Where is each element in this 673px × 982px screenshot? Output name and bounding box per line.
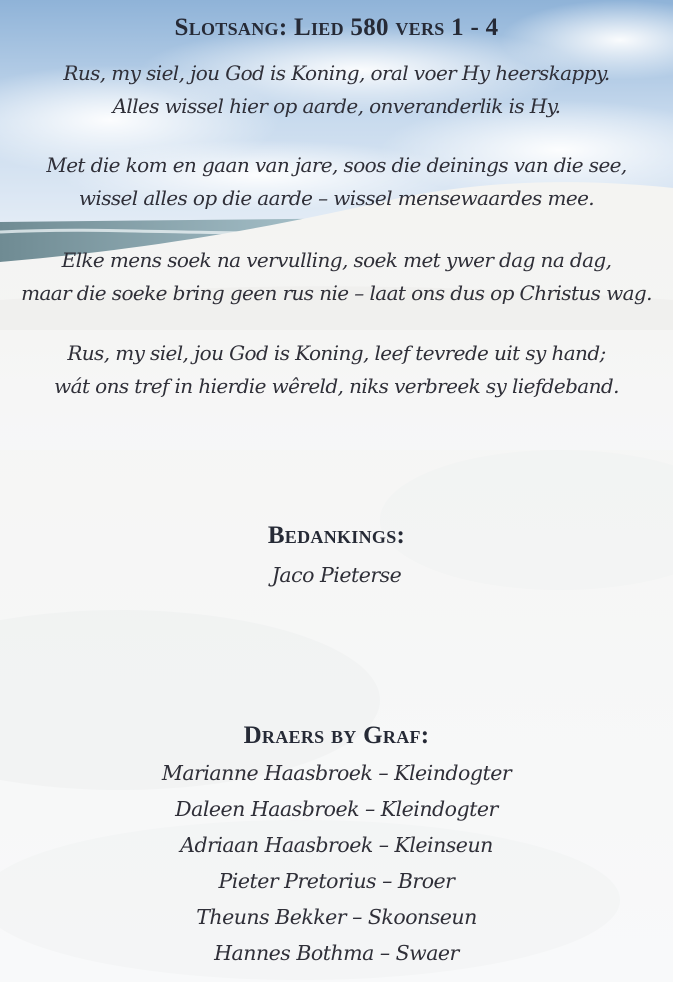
- verse-line: wát ons tref in hierdie wêreld, niks verbreek sy liefdeband.: [54, 374, 619, 398]
- verse-line: wissel alles op die aarde – wissel mensewaardes mee.: [78, 186, 595, 210]
- verse-4: [0, 337, 673, 403]
- draers-list: [0, 755, 673, 971]
- bedankings-heading: Bedankings:: [267, 522, 406, 549]
- verse-2: [0, 149, 673, 215]
- verse-line: Rus, my siel, jou God is Koning, oral voer Hy heerskappy.: [63, 61, 610, 85]
- pallbearer-item: Daleen Haasbroek – Kleindogter: [175, 797, 498, 821]
- pallbearer-item: Pieter Pretorius – Broer: [218, 869, 455, 893]
- bedankings-name: Jaco Pieterse: [271, 563, 402, 587]
- verse-line: Rus, my siel, jou God is Koning, leef tevrede uit sy hand;: [67, 341, 606, 365]
- slotsang-heading: Slotsang: Lied 580 vers 1 - 4: [174, 14, 499, 41]
- verse-3: [0, 244, 673, 310]
- pallbearer-item: Adriaan Haasbroek – Kleinseun: [180, 833, 493, 857]
- bedankings-section: [0, 557, 673, 593]
- verse-line: Met die kom en gaan van jare, soos die deinings van die see,: [46, 153, 627, 177]
- verse-line: maar die soeke bring geen rus nie – laat ons dus op Christus wag.: [21, 281, 652, 305]
- pallbearer-item: Theuns Bekker – Skoonseun: [196, 905, 477, 929]
- pallbearer-item: Marianne Haasbroek – Kleindogter: [161, 761, 512, 785]
- pallbearer-item: Hannes Bothma – Swaer: [214, 941, 459, 965]
- verse-line: Elke mens soek na vervulling, soek met ywer dag na dag,: [61, 248, 612, 272]
- draers-heading: Draers by Graf:: [243, 722, 430, 749]
- verse-1: [0, 57, 673, 123]
- verse-line: Alles wissel hier op aarde, onveranderlik is Hy.: [112, 94, 561, 118]
